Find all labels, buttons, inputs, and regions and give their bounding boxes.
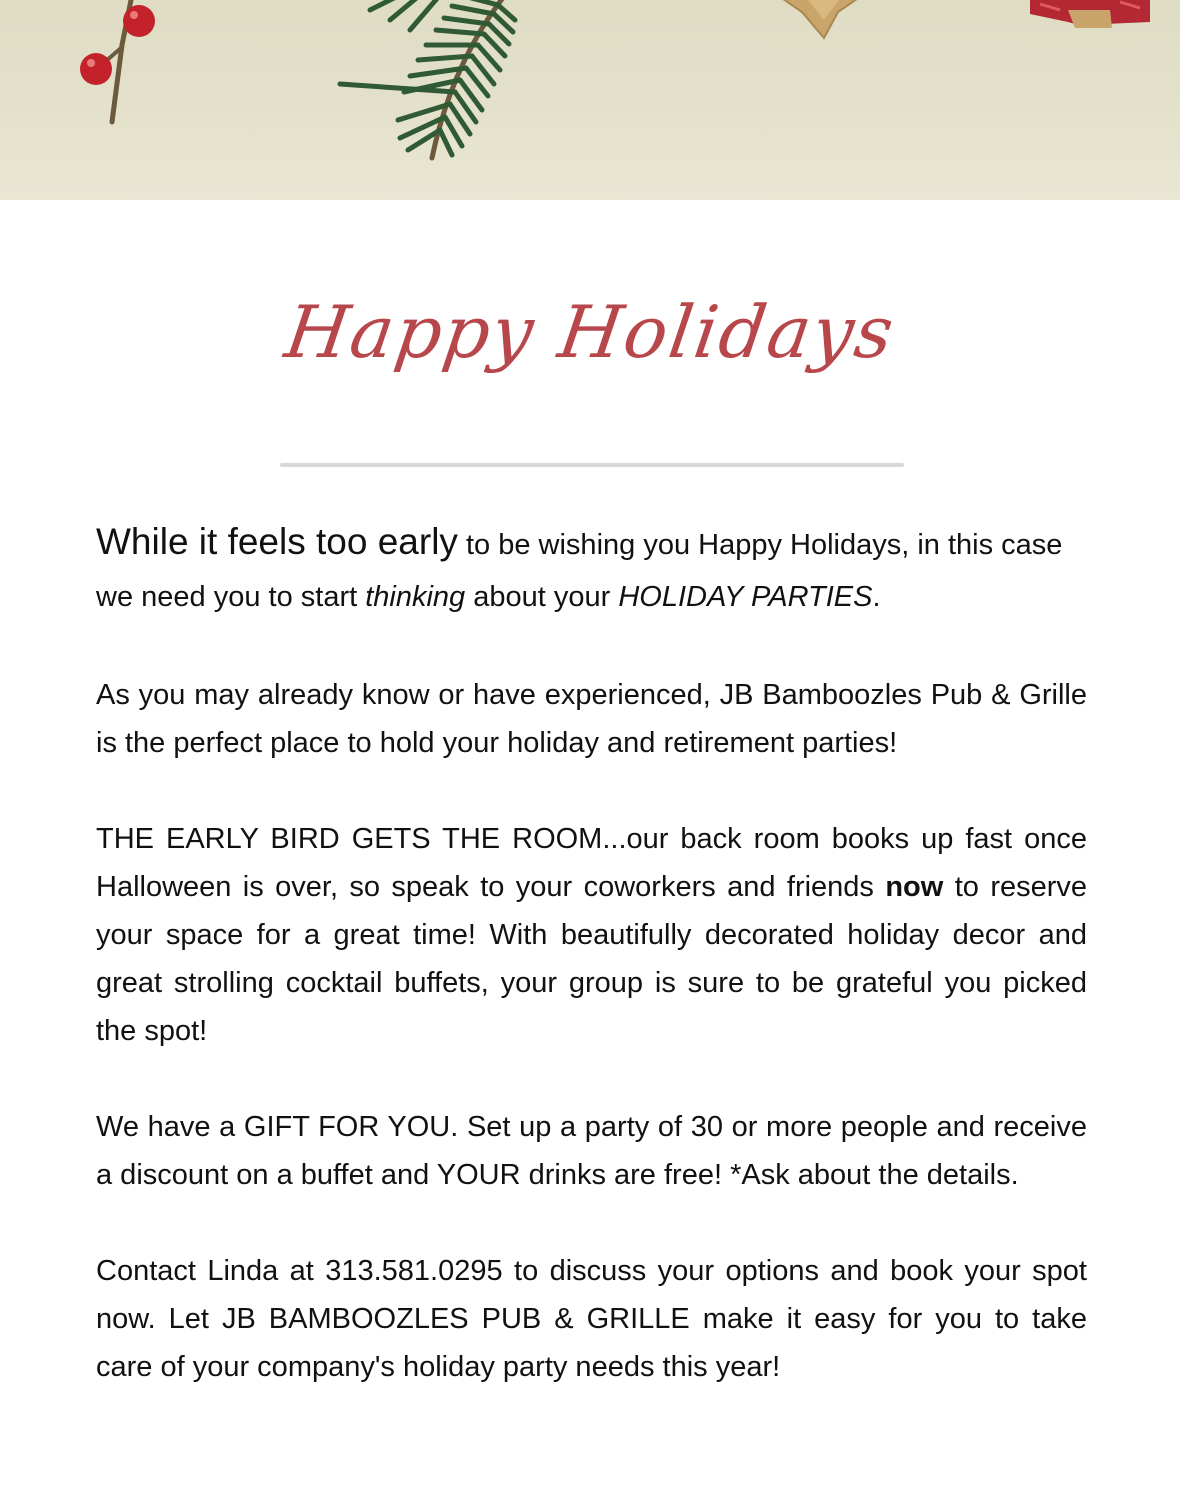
early-bird-text-1: THE EARLY BIRD GETS THE ROOM...our back room books up fast once Halloween is over, so speak to your coworkers and friends — [96, 823, 1087, 903]
title-divider — [280, 463, 904, 467]
intro-text-1: to be wishing you Happy Holidays, in this case we need you to start — [96, 529, 1063, 613]
wooden-star-icon — [770, 0, 870, 38]
holiday-greenery-illustration — [0, 0, 1180, 200]
early-bird-text-2: to reserve your space for a great time! With beautifully decorated holiday decor and great strolling cocktail buffets, your group is sure to be grateful you picked the spot! — [96, 871, 1088, 1047]
intro-emphasis-parties: HOLIDAY PARTIES — [618, 581, 873, 613]
page-title: Happy Holidays — [280, 290, 901, 374]
email-body — [96, 516, 1087, 1439]
red-ornament-icon — [1030, 0, 1150, 28]
venue-paragraph: As you may already know or have experienced, JB Bamboozles Pub & Grille is the perfect place to hold your holiday and retirement parties! — [96, 679, 1087, 759]
contact-paragraph: Contact Linda at 313.581.0295 to discuss your options and book your spot now. Let JB BAMBOOZLES PUB & GRILLE make it easy for you to take care of your company's holiday party needs this year! — [96, 1255, 1087, 1383]
intro-paragraph — [96, 516, 1087, 623]
title-container — [0, 286, 1180, 380]
early-bird-now: now — [885, 871, 944, 903]
intro-text-3: . — [872, 581, 881, 613]
early-bird-paragraph — [96, 815, 1087, 1055]
berry-branch-icon — [80, 0, 155, 122]
fir-branch-icon — [340, 0, 515, 158]
gift-paragraph: We have a GIFT FOR YOU. Set up a party of 30 or more people and receive a discount on a buffet and YOUR drinks are free! *Ask about the details. — [96, 1111, 1087, 1191]
intro-emphasis-thinking: thinking — [365, 581, 466, 613]
intro-lead: While it feels too early — [96, 521, 458, 562]
holiday-banner-image — [0, 0, 1180, 200]
intro-text-2: about your — [465, 581, 619, 613]
